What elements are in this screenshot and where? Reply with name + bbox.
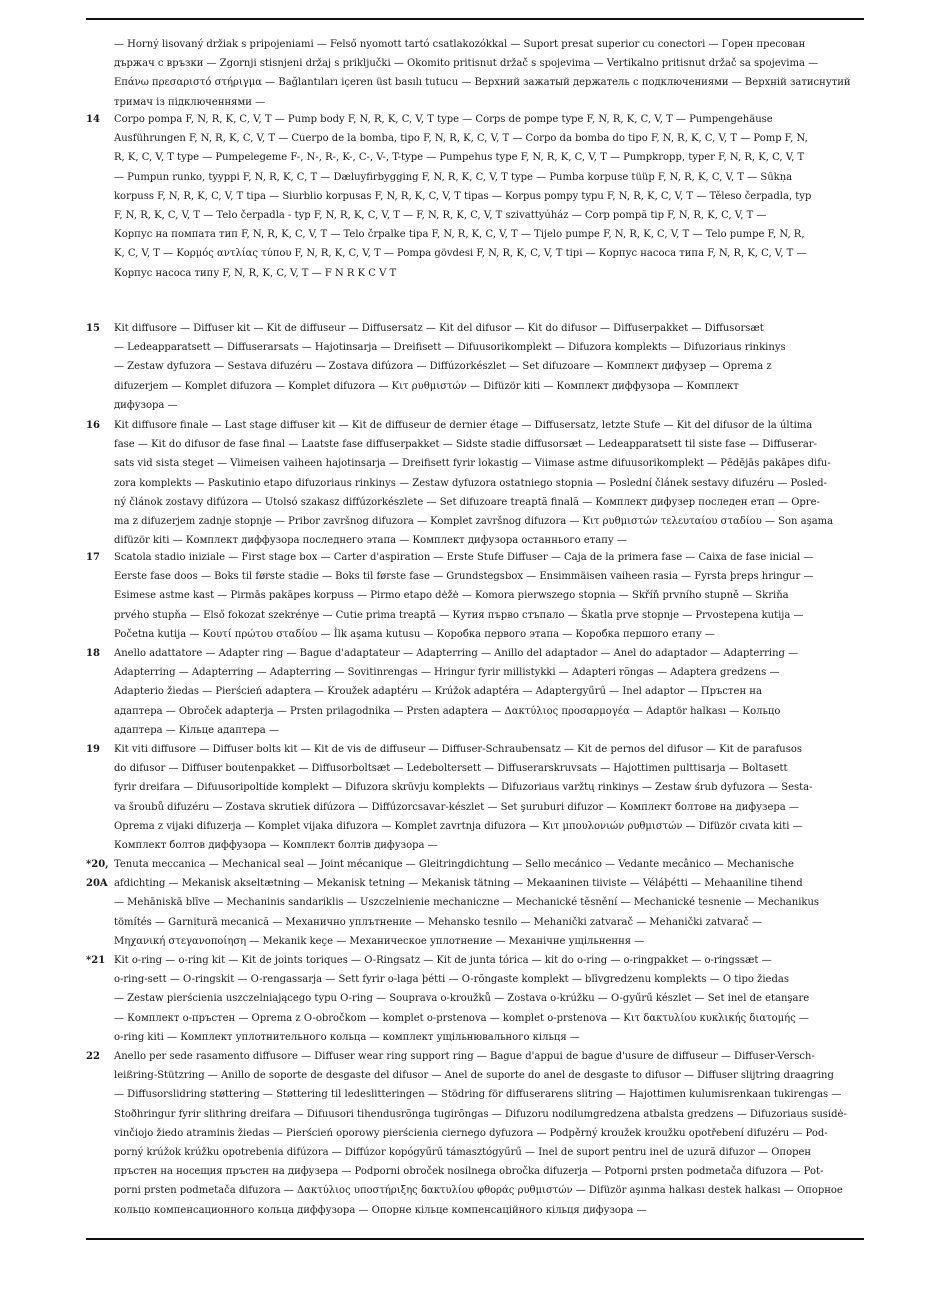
- item-translations: Kit viti diffusore — Diffuser bolts kit — Kit de vis de diffuseur — Diffuser-Schraubensatz — Kit de pernos del difusor — Kit de parafusos do difusor — Diffuser boutenpakket — Diffusorboltsæt — Ledeboltersett — Diffuserarskruvsats — Hajottimen pulttisarja — Boltasett fyrir dreifara — Difuusoripoltide komplekt — Difuzora skrūvju komplekts — Difuzoriaus varžtų rinkinys — Zestaw śrub dyfuzora — Sesta- va šroubů difuzéru — Zostava skrutiek difúzora — Diffúzorcsavar-készlet — Set şuruburi difuzor — Комплект болтове на дифузера — Oprema z vijaki difuzerja — Komplet vijaka difuzora — Komplet zavrtnja difuzora — Κιτ μπουλονιών ρυθμιστών — Difüzör cıvata kiti — Комплект болтов диффузора — Комплект болтів дифузора —: [114, 744, 813, 852]
- item-translations: Kit diffusore finale — Last stage diffuser kit — Kit de diffuseur de dernier étage — Diffusersatz, letzte Stufe — Kit del difusor de la última fase — Kit do difusor de fase final — Laatste fase diffuserpakket — Sidste stadie diffusorsæt — Ledeapparatsett til siste fase — Diffuserar- sats vid sista steget — Viimeisen vaiheen hajotinsarja — Dreifisett fyrir lokastig — Viimase astme difuusorikomplekt — Pēdējās pakāpes difu- zora komplekts — Paskutinio etapo difuzoriaus rinkinys — Zestaw dyfuzora ostatniego stopnia — Poslední článek sestavy difuzéru — Posled- ný článok zostavy difúzora — Utolsó szakasz diffúzorkészlete — Set difuzoare treaptă finală — Комплект дифузер последен етап — Opre- ma z difuzerjem zadnje stopnje — Pribor završnog difuzora — Komplet završnog difuzora — Κιτ ρυθμιστών τελευταίου σταδίου — Son aşama difüzör kiti — Комплект диффузора последнего этапа — Комплект дифузора останнього етапу —: [114, 420, 834, 547]
- item-translations: Kit diffusore — Diffuser kit — Kit de diffuseur — Diffusersatz — Kit del difusor — Kit do difusor — Diffuserpakket — Diffusorsæt — Ledeapparatsett — Diffuserarsats — Hajotinsarja — Dreifisett — Difuusorikomplekt — Difuzora komplekts — Difuzoriaus rinkinys — Zestaw dyfuzora — Sestava difuzéru — Zostava difúzora — Diffúzorkészlet — Set difuzoare — Комплект дифузер — Oprema z difuzerjem — Komplet difuzora — Komplet difuzora — Κιτ ρυθμιστών — Difüzör kiti — Комплект диффузора — Комплект дифузора —: [114, 323, 786, 411]
- list-item: [86, 855, 864, 951]
- list-item: [86, 951, 864, 1047]
- item-number: 14: [86, 114, 100, 125]
- item-translations: — Horný lisovaný držiak s pripojeniami — Felső nyomott tartó csatlakozókkal — Suport presat superior cu conectori — Горен пресован държач с връзки — Zgornji stisnjeni držaj s priključki — Okomito pritisnut držač s spojevima — Vertikalno pritisnut držač sa spojevima — Επάνω πρεσαριστό στήριγμα — Bağlantıları içeren üst basılı tutucu — Верхний зажатый держатель с подключениями — Верхній затиснутий тримач із підключеннями —: [114, 39, 851, 108]
- list-item: [86, 35, 864, 110]
- list-item: [86, 416, 864, 548]
- item-number: 22: [86, 1051, 100, 1062]
- parts-list: [86, 35, 864, 1216]
- item-translations: Tenuta meccanica — Mechanical seal — Joint mécanique — Gleitringdichtung — Sello mecánico — Vedante mecânico — Mechanische afdichting — Mekanisk akseltætning — Mekanisk tetning — Mekanisk tätning — Mekaaninen tiiviste — Véláþétti — Mehaaniline tihend — Mehāniskā blīve — Mechaninis sandariklis — Uszczelnienie mechaniczne — Mechanické těsnění — Mechanické tesnenie — Mechanikus tömítés — Garnitură mecanică — Механично уплътнение — Mehansko tesnilo — Mehanički zatvarač — Mehanički zatvarač — Μηχανική στεγανοποίηση — Mekanik keçe — Механическое уплотнение — Механічне ущільнення —: [114, 859, 820, 947]
- item-number: 19: [86, 744, 100, 755]
- item-translations: Corpo pompa F, N, R, K, C, V, T — Pump body F, N, R, K, C, V, T type — Corps de pompe type F, N, R, K, C, V, T — Pumpengehäuse Ausführungen F, N, R, K, C, V, T — Cuerpo de la bomba, tipo F, N, R, K, C, V, T — Corpo da bomba do tipo F, N, R, K, C, V, T — Pomp F, N, R, K, C, V, T type — Pumpelegeme F-, N-, R-, K-, C-, V-, T-type — Pumpehus type F, N, R, K, C, V, T — Pumpkropp, typer F, N, R, K, C, V, T — Pumpun runko, tyyppi F, N, R, K, C, T — Dæluyfirbygging F, N, R, K, C, V, T type — Pumba korpuse tüüp F, N, R, K, C, V, T — Sūkņa korpuss F, N, R, K, C, V, T tipa — Siurblio korpusas F, N, R, K, C, V, T tipas — Korpus pompy typu F, N, R, K, C, V, T — Těleso čerpadla, typ F, N, R, K, C, V, T — Telo čerpadla - typ F, N, R, K, C, V, T — F, N, R, K, C, V, T szivattyúház — Corp pompă tip F, N, R, K, C, V, T — Корпус на помпата тип F, N, R, K, C, V, T — Telo črpalke tipa F, N, R, K, C, V, T — Tijelo pumpe F, N, R, K, C, V, T — Telo pumpe F, N, R, K, C, V, T — Κορμός αντλίας τύπου F, N, R, K, C, V, T — Pompa gövdesi F, N, R, K, C, V, T tipi — Корпус насоса типа F, N, R, K, C, V, T — Корпус насоса типу F, N, R, K, C, V, T — F N R K C V T: [114, 114, 812, 279]
- item-number: *21: [86, 955, 106, 966]
- item-number: 17: [86, 552, 100, 563]
- list-item: [86, 644, 864, 740]
- list-item: [86, 319, 864, 416]
- list-item: [86, 740, 864, 855]
- bottom-rule: [86, 1238, 864, 1240]
- item-translations: Scatola stadio iniziale — First stage box — Carter d'aspiration — Erste Stufe Diffuser — Caja de la primera fase — Caixa de fase inicial — Eerste fase doos — Boks til første stadie — Boks til første fase — Grundstegsbox — Ensimmäisen vaiheen rasia — Fyrsta þreps hringur — Esimese astme kast — Pirmās pakāpes korpuss — Pirmo etapo dėžė — Komora pierwszego stopnia — Skříň prvního stupně — Skriňa prvého stupňa — Első fokozat szekrénye — Cutie prima treaptă — Кутия първо стъпало — Škatla prve stopnje — Prvostepena kutija — Početna kutija — Κουτί πρώτου σταδίου — İlk aşama kutusu — Коробка первого этапа — Коробка першого етапу —: [114, 552, 814, 640]
- top-rule: [86, 18, 864, 20]
- item-number: 18: [86, 648, 100, 659]
- item-translations: Anello per sede rasamento diffusore — Diffuser wear ring support ring — Bague d'appui de bague d'usure de diffuseur — Diffuser-Versch- leißring-Stützring — Anillo de soporte de desgaste del difusor — Anel de suporte do anel de desgaste to difusor — Diffuser slijtring draagring — Diffusorslidring støttering — Støttering til ledeslitteringen — Stödring för diffuserarens slitring — Hajottimen kulumisrenkaan tukirengas — Stoðhringur fyrir slithring dreifara — Difuusori tihendusrõnga tugirõngas — Difuzoru nodilumgredzena atbalsta gredzens — Difuzoriaus susidė- vinčiojo žiedo atraminis žiedas — Pierścień oporowy pierścienia ciernego dyfuzora — Podpěrný kroužek kroužku opotřebení difuzéru — Pod- porný krúžok krúžku opotrebenia difúzora — Diffúzor kopógyűrű támasztógyűrű — Inel de suport pentru inel de uzură difuzor — Опорен пръстен на носещия пръстен на дифузера — Podporni obroček nosilnega obročka difuzerja — Potporni prsten podmetača difuzora — Pot- porni prsten podmetača difuzora — Δακτύλιος υποστήριξης δακτυλίου φθοράς ρυθμιστών — Difüzör aşınma halkası destek halkası — Опорное кольцо компенсационного кольца диффузора — Опорне кільце компенсаційного кільця дифузора —: [114, 1051, 847, 1216]
- item-number: 15: [86, 323, 100, 334]
- item-translations: Anello adattatore — Adapter ring — Bague d'adaptateur — Adapterring — Anillo del adaptador — Anel do adaptador — Adapterring — Adapterring — Adapterring — Adapterring — Sovitinrengas — Hringur fyrir millistykki — Adapteri rõngas — Adaptera gredzens — Adapterio žiedas — Pierścień adaptera — Kroužek adaptéru — Krúžok adaptéra — Adaptergyűrű — Inel adaptor — Пръстен на адаптера — Obroček adapterja — Prsten prilagodnika — Prsten adaptera — Δακτύλιος προσαρμογέα — Adaptör halkası — Кольцо адаптера — Кільце адаптера —: [114, 648, 799, 736]
- item-number: *20, 20A: [86, 859, 109, 890]
- list-item: [86, 110, 864, 319]
- item-number: 16: [86, 420, 100, 431]
- list-item: [86, 1047, 864, 1216]
- list-item: [86, 548, 864, 644]
- item-translations: Kit o-ring — o-ring kit — Kit de joints toriques — O-Ringsatz — Kit de junta tórica — kit do o-ring — o-ringpakket — o-ringssæt — o-ring-sett — O-ringskit — O-rengassarja — Sett fyrir o-laga þétti — O-rõngaste komplekt — blīvgredzenu komplekts — O tipo žiedas — Zestaw pierścienia uszczelniającego typu O-ring — Souprava o-kroužků — Zostava o-krúžku — O-gyűrű készlet — Set inel de etanşare — Комплект о-пръстен — Oprema z O-obročkom — komplet o-prstenova — komplet o-prstenova — Κιτ δακτυλίου κυκλικής διατομής — o-ring kiti — Комплект уплотнительного кольца — комплект ущільнювального кільця —: [114, 955, 810, 1043]
